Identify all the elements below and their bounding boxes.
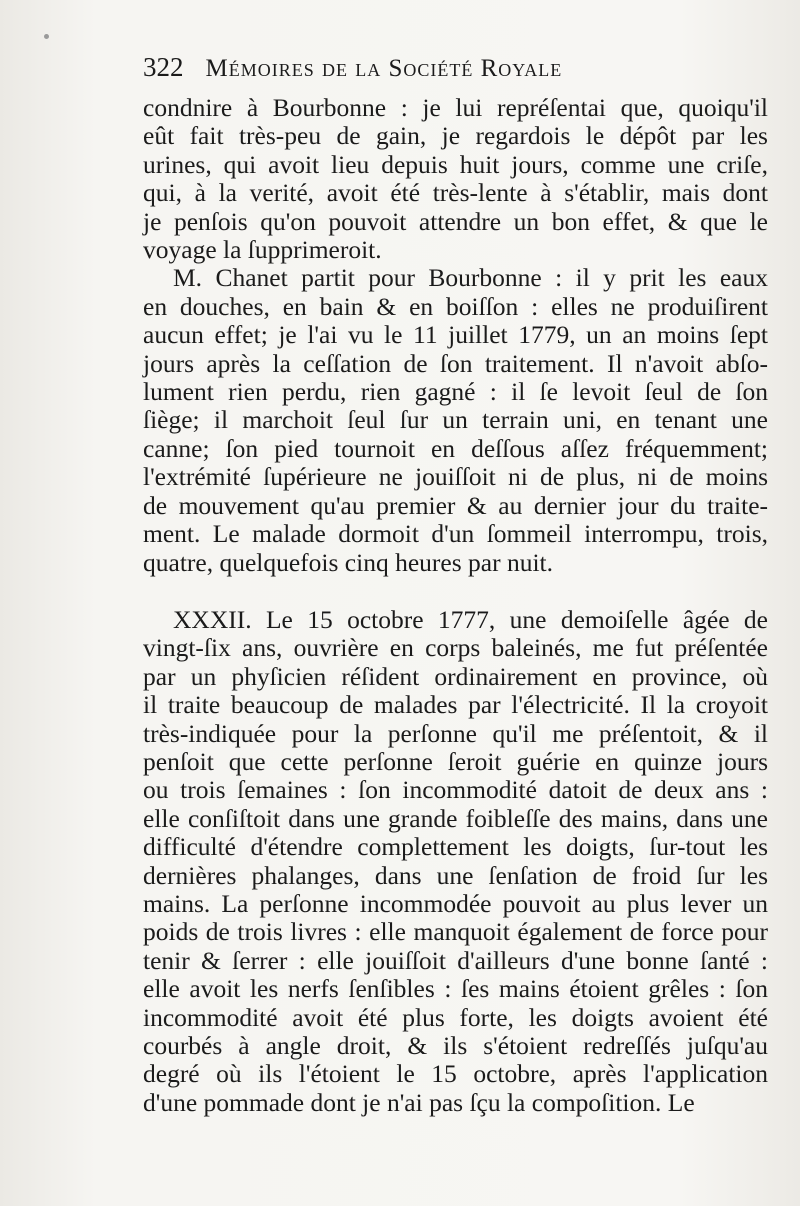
- text-line: je penſois qu'on pouvoit attendre un bon effet, & que le: [143, 206, 768, 236]
- text-line: mains. La perſonne incommodée pouvoit au plus lever un: [143, 888, 768, 918]
- text-line: degré où ils l'étoient le 15 octobre, après l'application: [143, 1059, 768, 1089]
- text-line: elle conſiſtoit dans une grande foibleſſe des mains, dans une: [143, 803, 768, 833]
- body-text: [143, 94, 768, 1117]
- text-line: d'une pommade dont je n'ai pas ſçu la compoſition. Le: [143, 1087, 695, 1117]
- text-line: qui, à la verité, avoit été très-lente à s'établir, mais dont: [143, 178, 768, 208]
- text-line: dernières phalanges, dans une ſenſation de froid ſur les: [143, 860, 768, 890]
- text-line: ment. Le malade dormoit d'un ſommeil interrompu, trois,: [143, 519, 768, 549]
- paragraph: [143, 94, 768, 264]
- text-line: il traite beaucoup de malades par l'électricité. Il la croyoit: [143, 690, 768, 720]
- paragraph: [143, 606, 768, 1117]
- text-line: condnire à Bourbonne : je lui repréſentai que, quoiqu'il: [143, 93, 768, 122]
- page-header: [143, 52, 763, 83]
- text-line: penſoit que cette perſonne ſeroit guérie en quinze jours: [143, 746, 768, 776]
- text-line: lument rien perdu, rien gagné : il ſe levoit ſeul de ſon: [143, 377, 768, 407]
- text-line: urines, qui avoit lieu depuis huit jours, comme une criſe,: [143, 149, 768, 179]
- text-line: ſiège; il marchoit ſeul ſur un terrain uni, en tenant une: [143, 405, 768, 435]
- text-line: difficulté d'étendre complettement les doigts, ſur-tout les: [143, 832, 768, 862]
- text-line: aucun effet; je l'ai vu le 11 juillet 1779, un an moins ſept: [143, 320, 768, 350]
- text-line: M. Chanet partit pour Bourbonne : il y prit les eaux: [173, 263, 768, 293]
- text-line: l'extrémité ſupérieure ne jouiſſoit ni de plus, ni de moins: [143, 462, 768, 492]
- paragraph: [143, 264, 768, 576]
- page-number: 322: [143, 52, 184, 82]
- text-line: ou trois ſemaines : ſon incommodité datoit de deux ans :: [143, 775, 768, 805]
- speck-mark: [44, 34, 49, 39]
- text-line: de mouvement qu'au premier & au dernier jour du traite-: [143, 490, 768, 520]
- text-line: courbés à angle droit, & ils s'étoient redreſſés juſqu'au: [143, 1031, 768, 1060]
- text-line: en douches, en bain & en boiſſon : elles ne produiſirent: [143, 291, 768, 321]
- running-title: Mémoires de la Société Royale: [205, 55, 563, 82]
- text-line: eût fait très-peu de gain, je regardois le dépôt par les: [143, 121, 768, 151]
- text-line: voyage la ſupprimeroit.: [143, 235, 382, 265]
- text-line: XXXII. Le 15 octobre 1777, une demoiſelle âgée de: [173, 604, 768, 634]
- text-line: poids de trois livres : elle manquoit également de force pour: [143, 917, 768, 947]
- text-line: incommodité avoit été plus forte, les doigts avoient été: [143, 1002, 768, 1032]
- paragraph-gap: [143, 577, 768, 606]
- text-line: tenir & ſerrer : elle jouiſſoit d'ailleurs d'une bonne ſanté :: [143, 945, 768, 975]
- text-line: par un phyſicien réſident ordinairement en province, où: [143, 661, 768, 691]
- text-line: quatre, quelquefois cinq heures par nuit.: [143, 547, 553, 577]
- text-line: vingt-ſix ans, ouvrière en corps baleinés, me fut préſentée: [143, 633, 768, 663]
- text-line: elle avoit les nerfs ſenſibles : ſes mains étoient grêles : ſon: [143, 974, 768, 1004]
- text-line: très-indiquée pour la perſonne qu'il me préſentoit, & il: [143, 718, 768, 748]
- text-line: canne; ſon pied tournoit en deſſous aſſez fréquemment;: [143, 433, 768, 463]
- text-line: jours après la ceſſation de ſon traitement. Il n'avoit abſo-: [143, 348, 768, 378]
